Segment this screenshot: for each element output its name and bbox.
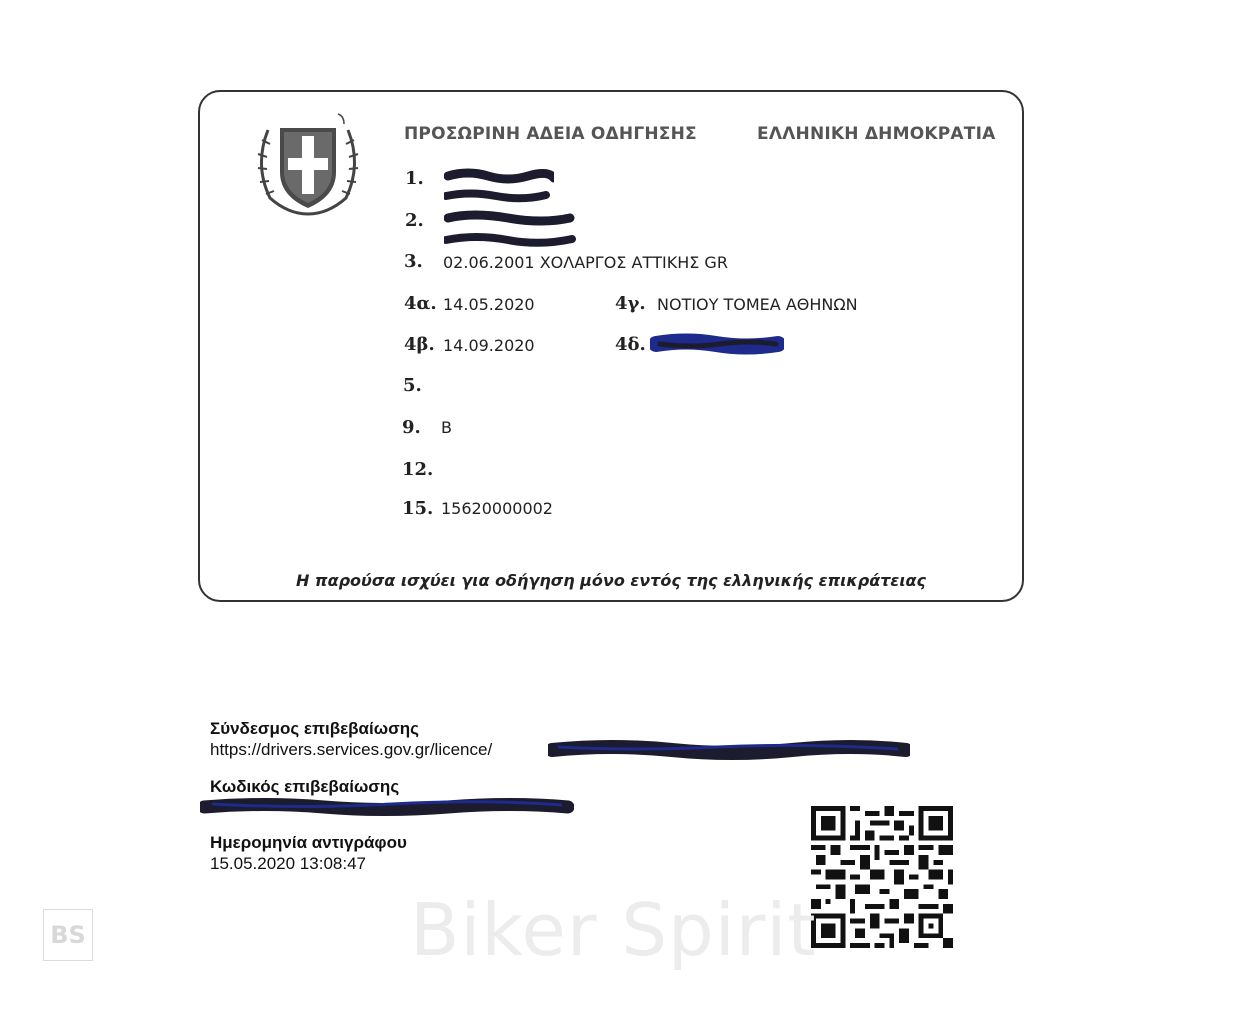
verification-link[interactable]: https://drivers.services.gov.gr/licence/: [210, 740, 493, 759]
field-value-4c: ΝΟΤΙΟΥ ΤΟΜΕΑ ΑΘΗΝΩΝ: [657, 295, 858, 314]
qr-code-icon: [808, 806, 956, 948]
field-value-4a: 14.05.2020: [443, 295, 535, 314]
field-label-12: 12.: [402, 459, 434, 480]
redaction-given-name: [444, 208, 576, 250]
copy-date-label: Ημερομηνία αντιγράφου: [210, 833, 407, 852]
field-label-4b: 4β.: [404, 334, 435, 355]
field-value-3: 02.06.2001 ΧΟΛΑΡΓΟΣ ΑΤΤΙΚΗΣ GR: [443, 253, 728, 272]
watermark-logo: BS: [43, 909, 93, 961]
field-value-4b: 14.09.2020: [443, 336, 535, 355]
field-label-4c: 4γ.: [615, 293, 646, 314]
redaction-license-number: [650, 332, 784, 356]
field-label-15: 15.: [402, 498, 434, 519]
verification-link-label: Σύνδεσμος επιβεβαίωσης: [210, 719, 419, 738]
field-label-4d: 4δ.: [615, 334, 646, 355]
redaction-verification-code: [200, 796, 574, 818]
field-label-5: 5.: [403, 375, 422, 396]
verification-code-label: Κωδικός επιβεβαίωσης: [210, 777, 400, 796]
validity-notice: Η παρούσα ισχύει για οδήγηση μόνο εντός της ελληνικής επικράτειας: [295, 571, 927, 590]
field-value-15: 15620000002: [441, 499, 553, 518]
field-label-9: 9.: [402, 417, 421, 438]
field-value-9: B: [441, 418, 452, 437]
copy-date-value: 15.05.2020 13:08:47: [210, 854, 366, 873]
coat-of-arms-icon: [250, 110, 366, 220]
redaction-surname: [444, 168, 554, 208]
card-country: ΕΛΛΗΝΙΚΗ ΔΗΜΟΚΡΑΤΙΑ: [757, 124, 996, 144]
field-label-4a: 4α.: [404, 293, 437, 314]
card-title: ΠΡΟΣΩΡΙΝΗ ΑΔΕΙΑ ΟΔΗΓΗΣΗΣ: [404, 124, 697, 144]
field-label-3: 3.: [404, 251, 423, 272]
watermark-text: Biker Spirit: [410, 888, 817, 972]
field-label-1: 1.: [405, 168, 424, 189]
field-label-2: 2.: [405, 210, 424, 231]
redaction-link-suffix: [548, 738, 910, 762]
